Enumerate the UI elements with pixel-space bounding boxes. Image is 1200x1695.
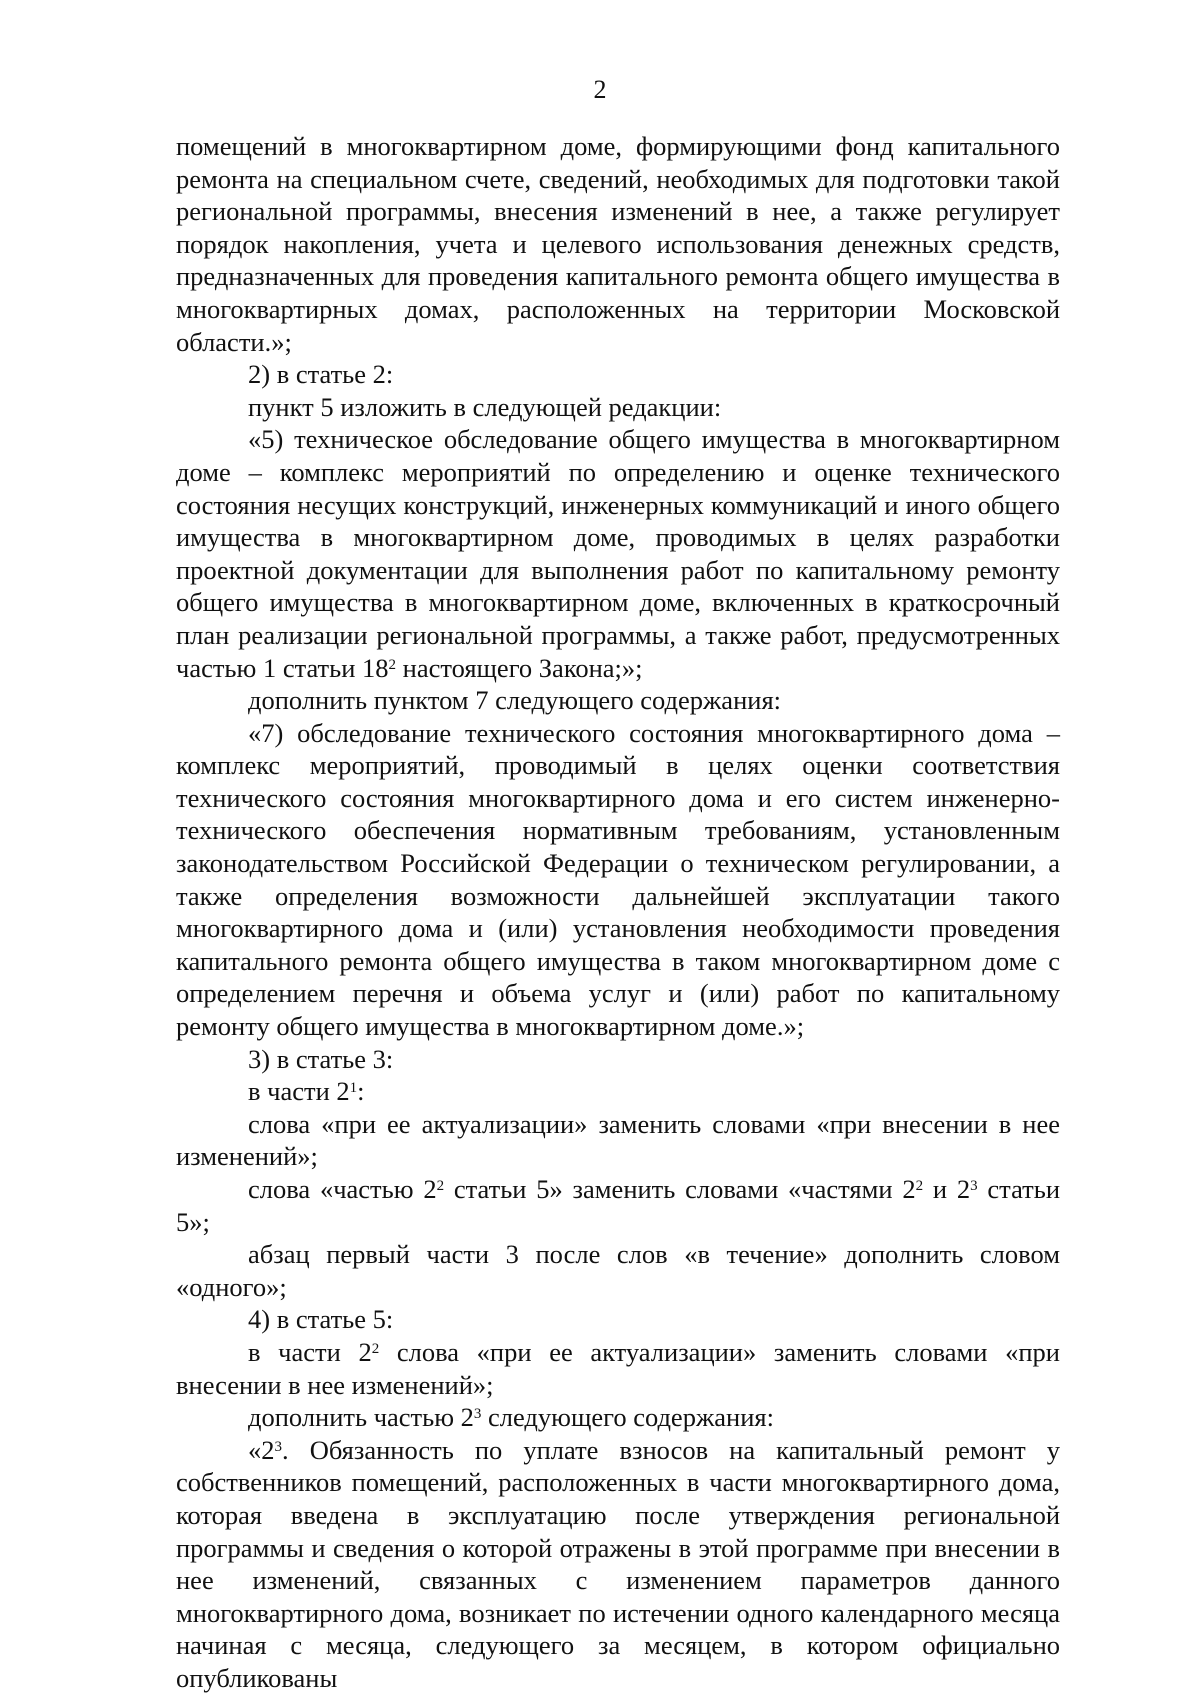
text-segment: слова «частью 2 bbox=[248, 1174, 437, 1204]
document-body bbox=[176, 130, 1060, 1695]
text-segment: в части 2 bbox=[248, 1336, 372, 1367]
paragraph-point-7-text: «7) обследование технического состояния многоквартирного дома – комплекс мероприятий, проводимый в целях оценки соответствия технического состояния многоквартирного дома и его систем инженерно-технического обеспечения нормативным требованиям, установленным законодательством Российской Федерации о техническом регулировании, а также определения возможности дальнейшей эксплуатации такого многоквартирного дома и (или) установления необходимости проведения капитального ремонта общего имущества в таком многоквартирном доме с определением перечня и объема услуг и (или) работ по капитальному ремонту общего имущества в многоквартирном доме.»; bbox=[176, 717, 1060, 1042]
paragraph-replace-parts bbox=[176, 1173, 1060, 1238]
text-segment: настоящего Закона;»; bbox=[396, 652, 643, 683]
paragraph-point-5-text bbox=[176, 423, 1060, 684]
text-segment: и 2 bbox=[923, 1174, 971, 1204]
paragraph-part-2-1 bbox=[176, 1075, 1060, 1108]
text-segment: дополнить частью 2 bbox=[248, 1402, 474, 1433]
superscript: 2 bbox=[371, 1341, 380, 1358]
superscript: 1 bbox=[349, 1080, 358, 1097]
superscript: 3 bbox=[970, 1178, 978, 1195]
text-segment: «2 bbox=[248, 1434, 275, 1465]
paragraph-continuation: помещений в многоквартирном доме, формирующими фонд капитального ремонта на специальном счете, сведений, необходимых для подготовки такой региональной программы, внесения изменений в нее, а также регулирует порядок накопления, учета и целевого использования денежных средств, предназначенных для проведения капитального ремонта общего имущества в многоквартирных домах, расположенных на территории Московской области.»; bbox=[176, 131, 1060, 357]
superscript: 2 bbox=[436, 1178, 445, 1195]
paragraph-article-3: 3) в статье 3: bbox=[248, 1043, 394, 1074]
text-segment: статьи 5» заменить словами «частями 2 bbox=[444, 1174, 916, 1204]
page-number: 2 bbox=[593, 75, 607, 104]
text-segment: следующего содержания: bbox=[481, 1402, 774, 1433]
text-segment: статьи 5»; bbox=[176, 1174, 1060, 1237]
paragraph-part-2-2 bbox=[176, 1336, 1060, 1401]
paragraph-part-2-3-intro bbox=[176, 1401, 1060, 1434]
text-segment: . Обязанность по уплате взносов на капитальный ремонт у собственников помещений, расположенных в части многоквартирного дома, которая введена в эксплуатацию после утверждения региональной программы и сведения о которой отражены в этой программе при внесении в нее изменений, связанных с изменением параметров данного многоквартирного дома, возникает по истечении одного календарного месяца начиная с месяца, следующего за месяцем, в котором официально опубликованы bbox=[176, 1434, 1060, 1693]
paragraph-article-5: 4) в статье 5: bbox=[248, 1304, 394, 1335]
paragraph-replace-actualization: слова «при ее актуализации» заменить словами «при внесении в нее изменений»; bbox=[176, 1108, 1060, 1172]
superscript: 2 bbox=[915, 1178, 924, 1195]
paragraph-part-2-3-text bbox=[176, 1434, 1060, 1695]
paragraph-point-7-intro: дополнить пунктом 7 следующего содержания: bbox=[248, 685, 781, 716]
paragraph-part-3-amend: абзац первый части 3 после слов «в течение» дополнить словом «одного»; bbox=[176, 1239, 1060, 1302]
superscript: 2 bbox=[388, 656, 397, 673]
paragraph-point-5-intro: пункт 5 изложить в следующей редакции: bbox=[248, 391, 722, 422]
superscript: 3 bbox=[473, 1406, 482, 1423]
superscript: 3 bbox=[274, 1438, 282, 1455]
text-segment: «5) техническое обследование общего имущества в многоквартирном доме – комплекс мероприятий по определению и оценке технического состояния несущих конструкций, инженерных коммуникаций и иного общего имущества в многоквартирном доме, проводимых в целях разработки проектной документации для выполнения работ по капитальному ремонту общего имущества в многоквартирном доме, включенных в краткосрочный план реализации региональной программы, а также работ, предусмотренных частью 1 статьи 18 bbox=[176, 424, 1060, 683]
text-segment: слова «при ее актуализации» заменить словами «при внесении в нее изменений»; bbox=[176, 1336, 1060, 1400]
text-segment: в части 2 bbox=[248, 1076, 350, 1107]
paragraph-article-2: 2) в статье 2: bbox=[248, 359, 394, 390]
text-segment: : bbox=[357, 1076, 365, 1107]
